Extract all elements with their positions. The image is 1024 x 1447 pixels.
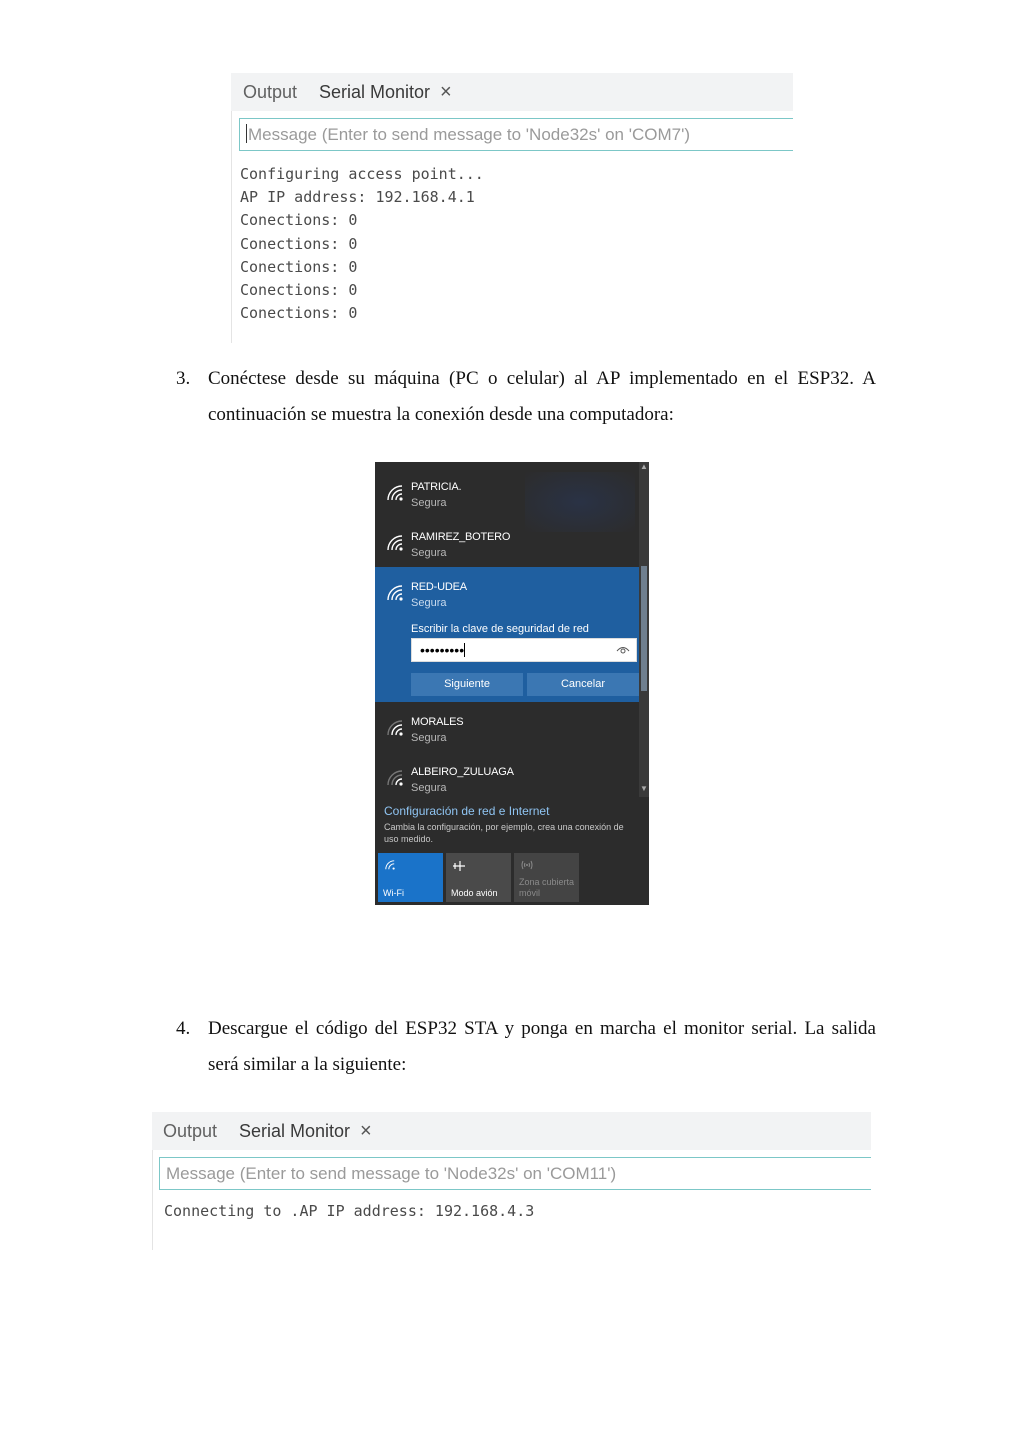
next-button[interactable]: Siguiente bbox=[411, 673, 523, 696]
serial-monitor-com7 bbox=[231, 73, 793, 345]
wifi-signal-icon bbox=[385, 768, 405, 788]
panel-left-border bbox=[231, 111, 232, 343]
tab-serial-monitor-label: Serial Monitor bbox=[239, 1121, 351, 1141]
step-4-number: 4. bbox=[176, 1018, 191, 1039]
output-line: Conections: 0 bbox=[240, 280, 358, 299]
mobile-hotspot-tile[interactable] bbox=[514, 853, 579, 902]
network-security: Segura bbox=[411, 782, 447, 794]
message-input[interactable] bbox=[239, 118, 793, 151]
network-security: Segura bbox=[411, 497, 447, 509]
hotspot-icon bbox=[520, 859, 534, 871]
scroll-up-icon[interactable]: ▲ bbox=[640, 462, 648, 471]
network-ssid: MORALES bbox=[411, 716, 464, 728]
network-item-selected[interactable] bbox=[375, 567, 639, 702]
password-value bbox=[420, 641, 465, 659]
panel-left-border bbox=[152, 1150, 153, 1250]
output-line: Connecting to .AP IP address: 192.168.4.3 bbox=[164, 1202, 535, 1220]
close-icon[interactable]: × bbox=[440, 81, 452, 103]
step-3-paragraph bbox=[176, 361, 876, 433]
hotspot-tile-label: Zona cubierta móvil bbox=[519, 877, 575, 898]
wifi-signal-icon bbox=[385, 533, 405, 553]
output-line: Conections: 0 bbox=[240, 234, 358, 253]
tab-serial-monitor-label: Serial Monitor bbox=[319, 82, 431, 102]
message-input-placeholder: Message (Enter to send message to 'Node32s' on 'COM7') bbox=[248, 125, 690, 144]
wifi-signal-icon bbox=[385, 718, 405, 738]
wifi-flyout bbox=[375, 462, 649, 905]
panel-tab-bar bbox=[152, 1112, 871, 1150]
password-field[interactable] bbox=[411, 638, 637, 662]
step-4-paragraph bbox=[176, 1011, 876, 1083]
serial-output bbox=[240, 163, 484, 325]
network-item[interactable] bbox=[375, 517, 639, 567]
output-line: Conections: 0 bbox=[240, 211, 358, 230]
tab-output[interactable]: Output bbox=[243, 82, 298, 102]
wifi-signal-icon bbox=[385, 583, 405, 603]
text-caret bbox=[464, 643, 465, 657]
wifi-toggle-tile[interactable] bbox=[378, 853, 443, 902]
serial-monitor-com11 bbox=[152, 1112, 871, 1252]
scrollbar-thumb[interactable] bbox=[641, 566, 647, 691]
serial-output bbox=[164, 1200, 534, 1223]
message-input-placeholder: Message (Enter to send message to 'Node32s' on 'COM11') bbox=[166, 1164, 617, 1183]
network-security: Segura bbox=[411, 547, 447, 559]
network-ssid: ALBEIRO_ZULUAGA bbox=[411, 766, 514, 778]
network-security: Segura bbox=[411, 597, 447, 609]
network-ssid: PATRICIA. bbox=[411, 481, 462, 493]
scroll-down-icon[interactable]: ▼ bbox=[640, 784, 648, 793]
output-line: Conections: 0 bbox=[240, 304, 358, 323]
airplane-icon bbox=[452, 859, 466, 873]
password-label: Escribir la clave de seguridad de red bbox=[411, 623, 589, 635]
password-dots: ••••••••• bbox=[420, 642, 465, 658]
network-ssid: RED-UDEA bbox=[411, 581, 467, 593]
tab-output[interactable]: Output bbox=[163, 1121, 218, 1141]
airplane-tile-label: Modo avión bbox=[451, 888, 498, 898]
output-line: Conections: 0 bbox=[240, 257, 358, 276]
message-input[interactable] bbox=[159, 1157, 871, 1190]
airplane-mode-tile[interactable] bbox=[446, 853, 511, 902]
reveal-password-eye-icon[interactable] bbox=[616, 643, 630, 657]
network-settings-description: Cambia la configuración, por ejemplo, crea una conexión de uso medido. bbox=[384, 822, 624, 844]
output-line: Configuring access point... bbox=[240, 165, 484, 183]
step-3-text: Conéctese desde su máquina (PC o celular) al AP implementado en el ESP32. A continuación se muestra la conexión desde una computadora: bbox=[208, 368, 876, 425]
cancel-button[interactable]: Cancelar bbox=[527, 673, 639, 696]
panel-tab-bar bbox=[231, 73, 793, 111]
network-item[interactable] bbox=[375, 467, 639, 517]
wifi-icon bbox=[384, 859, 396, 871]
network-item[interactable] bbox=[375, 702, 639, 752]
network-security: Segura bbox=[411, 732, 447, 744]
tab-serial-monitor[interactable] bbox=[319, 73, 452, 111]
network-item[interactable] bbox=[375, 752, 639, 802]
step-3-number: 3. bbox=[176, 368, 191, 389]
wifi-tile-label: Wi-Fi bbox=[383, 888, 404, 898]
wifi-signal-icon bbox=[385, 483, 405, 503]
output-line: AP IP address: 192.168.4.1 bbox=[240, 188, 475, 207]
network-settings-link[interactable]: Configuración de red e Internet bbox=[384, 804, 550, 818]
network-ssid: RAMIREZ_BOTERO bbox=[411, 531, 511, 543]
step-4-text: Descargue el código del ESP32 STA y ponga en marcha el monitor serial. La salida será similar a la siguiente: bbox=[208, 1018, 876, 1075]
tab-serial-monitor[interactable] bbox=[239, 1112, 372, 1150]
text-caret bbox=[246, 124, 247, 143]
close-icon[interactable]: × bbox=[360, 1120, 372, 1142]
